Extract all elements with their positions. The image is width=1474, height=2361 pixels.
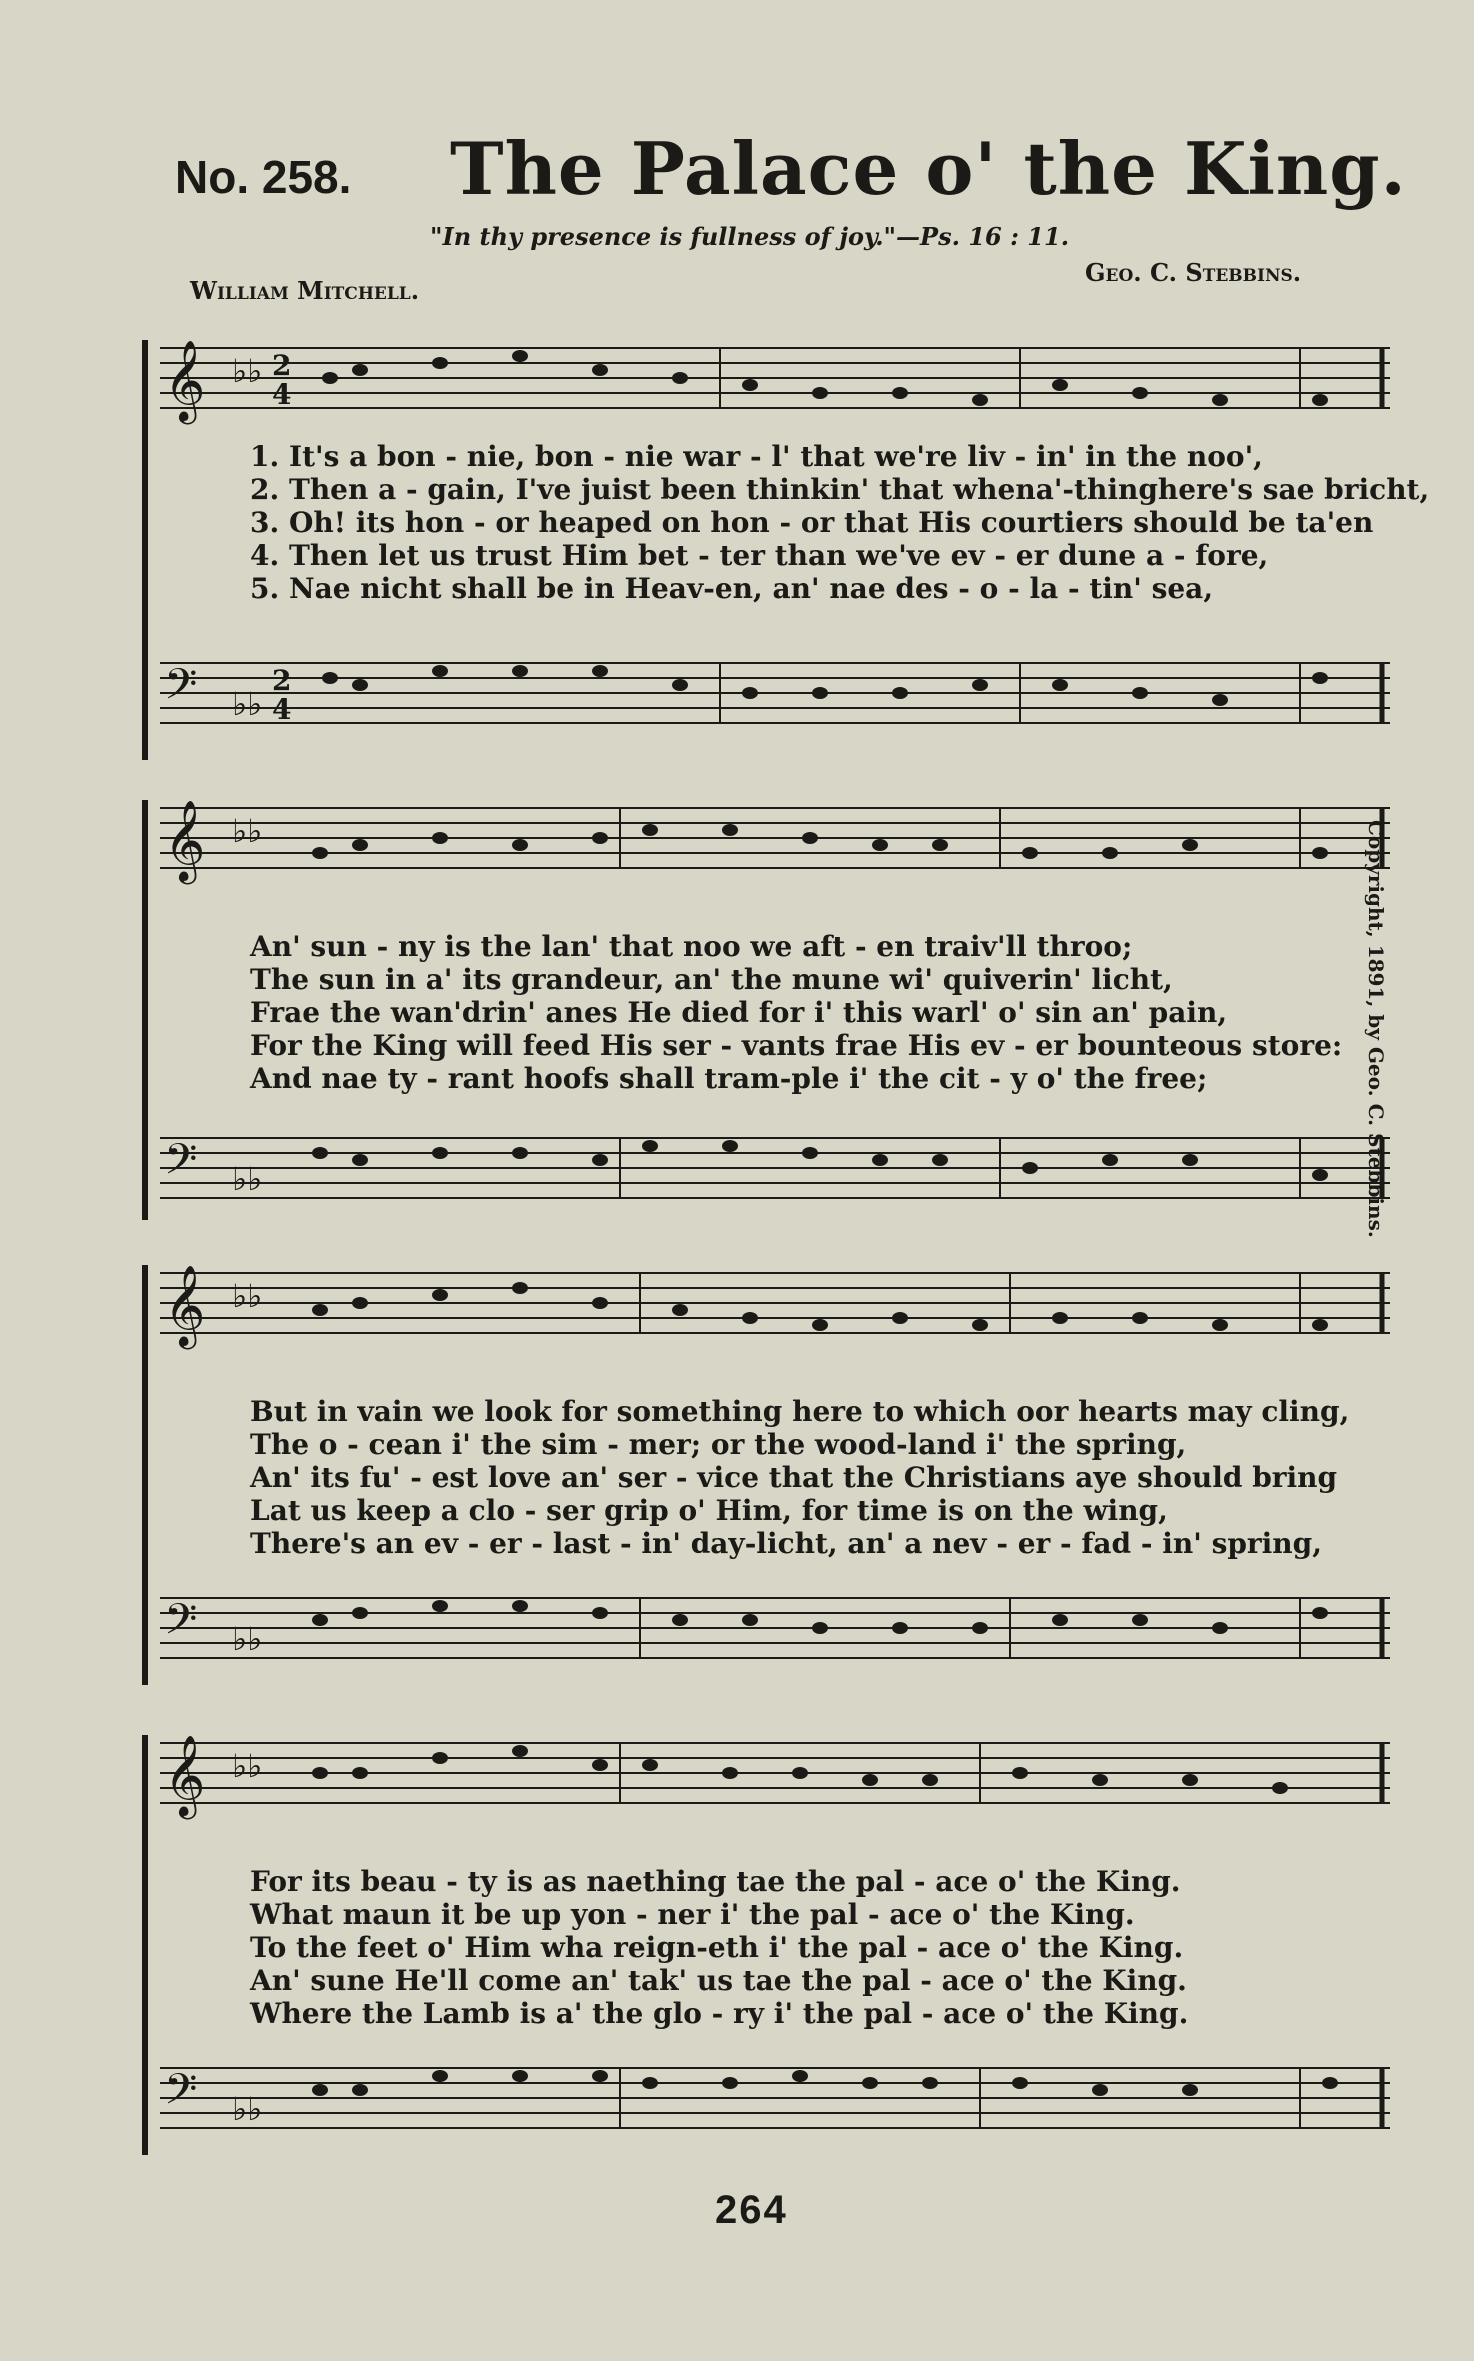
author: William Mitchell. (190, 276, 420, 305)
svg-text:2: 2 (272, 349, 292, 382)
lyric-line: 1. It's a bon - nie, bon - nie war - l' that we're liv - in' in the noo', (250, 440, 1263, 473)
music-system-2 (150, 790, 1390, 1220)
lyric-line: Lat us keep a clo - ser grip o' Him, for time is on the wing, (250, 1494, 1168, 1527)
music-system-3 (150, 1255, 1390, 1685)
system-brace (142, 1735, 154, 2155)
verse-lyrics-block (250, 1865, 1390, 2030)
verse-lyrics-block (250, 1395, 1390, 1560)
lyric-line: And nae ty - rant hoofs shall tram-ple i' the cit - y o' the free; (250, 1062, 1208, 1095)
treble-staff (150, 330, 1390, 426)
svg-text:♭♭: ♭♭ (232, 1747, 263, 1785)
bass-staff (150, 1120, 1390, 1216)
lyric-line: The sun in a' its grandeur, an' the mune wi' quiverin' licht, (250, 963, 1173, 996)
copyright-notice: Copyright, 1891, by Geo. C. Stebbins. (1364, 820, 1388, 1238)
svg-text:2: 2 (272, 664, 292, 697)
bass-staff (150, 645, 1390, 741)
lyric-line: 3. Oh! its hon - or heaped on hon - or that His courtiers should be ta'en (250, 506, 1374, 539)
epigraph: "In thy presence is fullness of joy."—Ps. 16 : 11. (430, 222, 1070, 251)
system-brace (142, 800, 154, 1220)
lyric-line: What maun it be up yon - ner i' the pal - ace o' the King. (250, 1898, 1135, 1931)
lyric-line: 5. Nae nicht shall be in Heav-en, an' nae des - o - la - tin' sea, (250, 572, 1214, 605)
svg-text:𝄢: 𝄢 (164, 2065, 198, 2125)
lyric-line: For its beau - ty is as naething tae the pal - ace o' the King. (250, 1865, 1181, 1898)
svg-text:𝄢: 𝄢 (164, 660, 198, 720)
lyric-line: Where the Lamb is a' the glo - ry i' the pal - ace o' the King. (250, 1997, 1189, 2030)
page-number: 264 (715, 2188, 788, 2232)
lyric-line: An' sune He'll come an' tak' us tae the pal - ace o' the King. (250, 1964, 1187, 1997)
lyric-line: The o - cean i' the sim - mer; or the wood-land i' the spring, (250, 1428, 1187, 1461)
svg-text:𝄞: 𝄞 (164, 1734, 206, 1816)
lyric-line: An' sun - ny is the lan' that noo we aft - en traiv'll throo; (250, 930, 1133, 963)
lyric-line: To the feet o' Him wha reign-eth i' the pal - ace o' the King. (250, 1931, 1184, 1964)
treble-staff (150, 1725, 1390, 1821)
lyric-line: For the King will feed His ser - vants frae His ev - er bounteous store: (250, 1029, 1343, 1062)
treble-staff (150, 1255, 1390, 1351)
lyric-line: But in vain we look for something here to which oor hearts may cling, (250, 1395, 1350, 1428)
lyric-line: There's an ev - er - last - in' day-licht, an' a nev - er - fad - in' spring, (250, 1527, 1322, 1560)
svg-text:𝄢: 𝄢 (164, 1595, 198, 1655)
svg-text:𝄞: 𝄞 (164, 1264, 206, 1346)
svg-text:♭♭: ♭♭ (232, 1277, 263, 1315)
svg-text:♭♭: ♭♭ (232, 685, 263, 723)
hymn-title: The Palace o' the King. (450, 126, 1407, 211)
verse-lyrics-block (250, 930, 1390, 1095)
music-system-4 (150, 1725, 1390, 2165)
hymn-number: No. 258. (175, 151, 352, 203)
svg-text:4: 4 (272, 693, 292, 726)
composer: Geo. C. Stebbins. (1085, 258, 1302, 287)
lyric-line: An' its fu' - est love an' ser - vice that the Christians aye should bring (250, 1461, 1338, 1494)
music-system-1 (150, 300, 1430, 760)
svg-text:♭♭: ♭♭ (232, 812, 263, 850)
lyric-line: 2. Then a - gain, I've juist been thinkin' that whena'-thinghere's sae bricht, (250, 473, 1430, 506)
svg-text:𝄞: 𝄞 (164, 799, 206, 881)
lyric-line: Frae the wan'drin' anes He died for i' this warl' o' sin an' pain, (250, 996, 1228, 1029)
svg-text:𝄢: 𝄢 (164, 1135, 198, 1195)
svg-text:♭♭: ♭♭ (232, 1160, 263, 1198)
svg-text:4: 4 (272, 378, 292, 411)
verse-lyrics-block (250, 440, 1430, 605)
svg-text:♭♭: ♭♭ (232, 1620, 263, 1658)
svg-text:♭♭: ♭♭ (232, 2090, 263, 2128)
bass-staff (150, 1580, 1390, 1676)
svg-text:♭♭: ♭♭ (232, 352, 263, 390)
bass-staff (150, 2050, 1390, 2146)
svg-text:𝄞: 𝄞 (164, 339, 206, 421)
treble-staff (150, 790, 1390, 886)
lyric-line: 4. Then let us trust Him bet - ter than we've ev - er dune a - fore, (250, 539, 1269, 572)
system-brace (142, 1265, 154, 1685)
system-brace (142, 340, 154, 760)
